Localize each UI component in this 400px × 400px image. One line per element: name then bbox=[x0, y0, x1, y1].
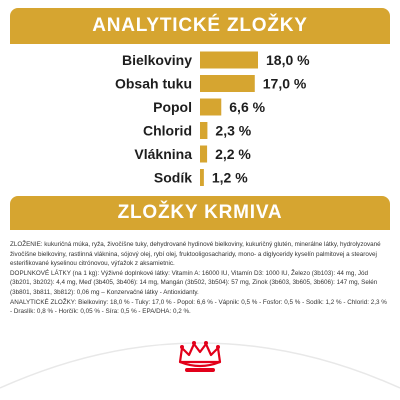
value-label: 2,3 % bbox=[215, 122, 252, 139]
category-label: Popol bbox=[153, 99, 192, 115]
category-label: Bielkoviny bbox=[121, 52, 192, 68]
value-bar bbox=[200, 99, 221, 116]
value-bar bbox=[200, 169, 204, 186]
analytical-header: ANALYTICKÉ ZLOŽKY bbox=[10, 8, 390, 44]
value-bar bbox=[200, 75, 255, 92]
ingredients-text-block bbox=[10, 240, 390, 317]
value-label: 2,2 % bbox=[215, 146, 251, 162]
category-label: Chlorid bbox=[143, 122, 192, 139]
category-label: Vláknina bbox=[134, 146, 192, 162]
category-label: Obsah tuku bbox=[114, 75, 192, 92]
value-bar bbox=[200, 146, 207, 163]
value-bar bbox=[200, 52, 258, 69]
value-label: 18,0 % bbox=[266, 52, 310, 68]
category-label: Sodík bbox=[153, 169, 192, 186]
analytical-bar-chart bbox=[0, 44, 400, 194]
value-label: 6,6 % bbox=[229, 99, 266, 115]
value-label: 17,0 % bbox=[262, 75, 307, 92]
ingredients-header: ZLOŽKY KRMIVA bbox=[10, 196, 390, 230]
analytical-paragraph: ANALYTICKÉ ZLOŽKY: Bielkoviny: 18,0 % - Tuky: 17,0 % - Popol: 6,6 % - Vápnik: 0,5 % - Fosfor: 0,5 % - Sodík: 1,2 % - Chlorid: 2,3 % - Draslík: 0,8 % - Horčík: 0,05 % - Síra: 0,5 % - EPA/DHA: 0,2 %. bbox=[10, 298, 387, 316]
royal-canin-crown-logo-icon bbox=[172, 338, 228, 376]
value-label: 1,2 % bbox=[211, 169, 248, 186]
value-bar bbox=[200, 122, 207, 139]
composition-paragraph: ZLOŽENIE: kukuričná múka, ryža, živočíšne tuky, dehydrované hydinové bielkoviny, kukuričný glutén, minerálne látky, hydrolyzované živočíšne bielkoviny, rastlinná vláknina, sójový olej, rybí olej, fruktooligosacharidy, mono- a diglyceridy kyselín palmitovej a stearovej esterifikované kyselinou citrónovou, výťažok z aksamietnic. bbox=[10, 241, 381, 268]
additives-paragraph: DOPLNKOVÉ LÁTKY (na 1 kg): Výživné doplnkové látky: Vitamín A: 16000 IU, Vitamín D3: 1000 IU, Železo (3b103): 44 mg, Jód (3b201, 3b202): 4,4 mg, Meď (3b405, 3b406): 14 mg, Mangán (3b502, 3b504): 57 mg, Zinok (3b603, 3b605, 3b606): 147 mg, Selén (3b801, 3b811, 3b812): 0,06 mg – Konzervačné látky - Antioxidanty. bbox=[10, 269, 378, 296]
